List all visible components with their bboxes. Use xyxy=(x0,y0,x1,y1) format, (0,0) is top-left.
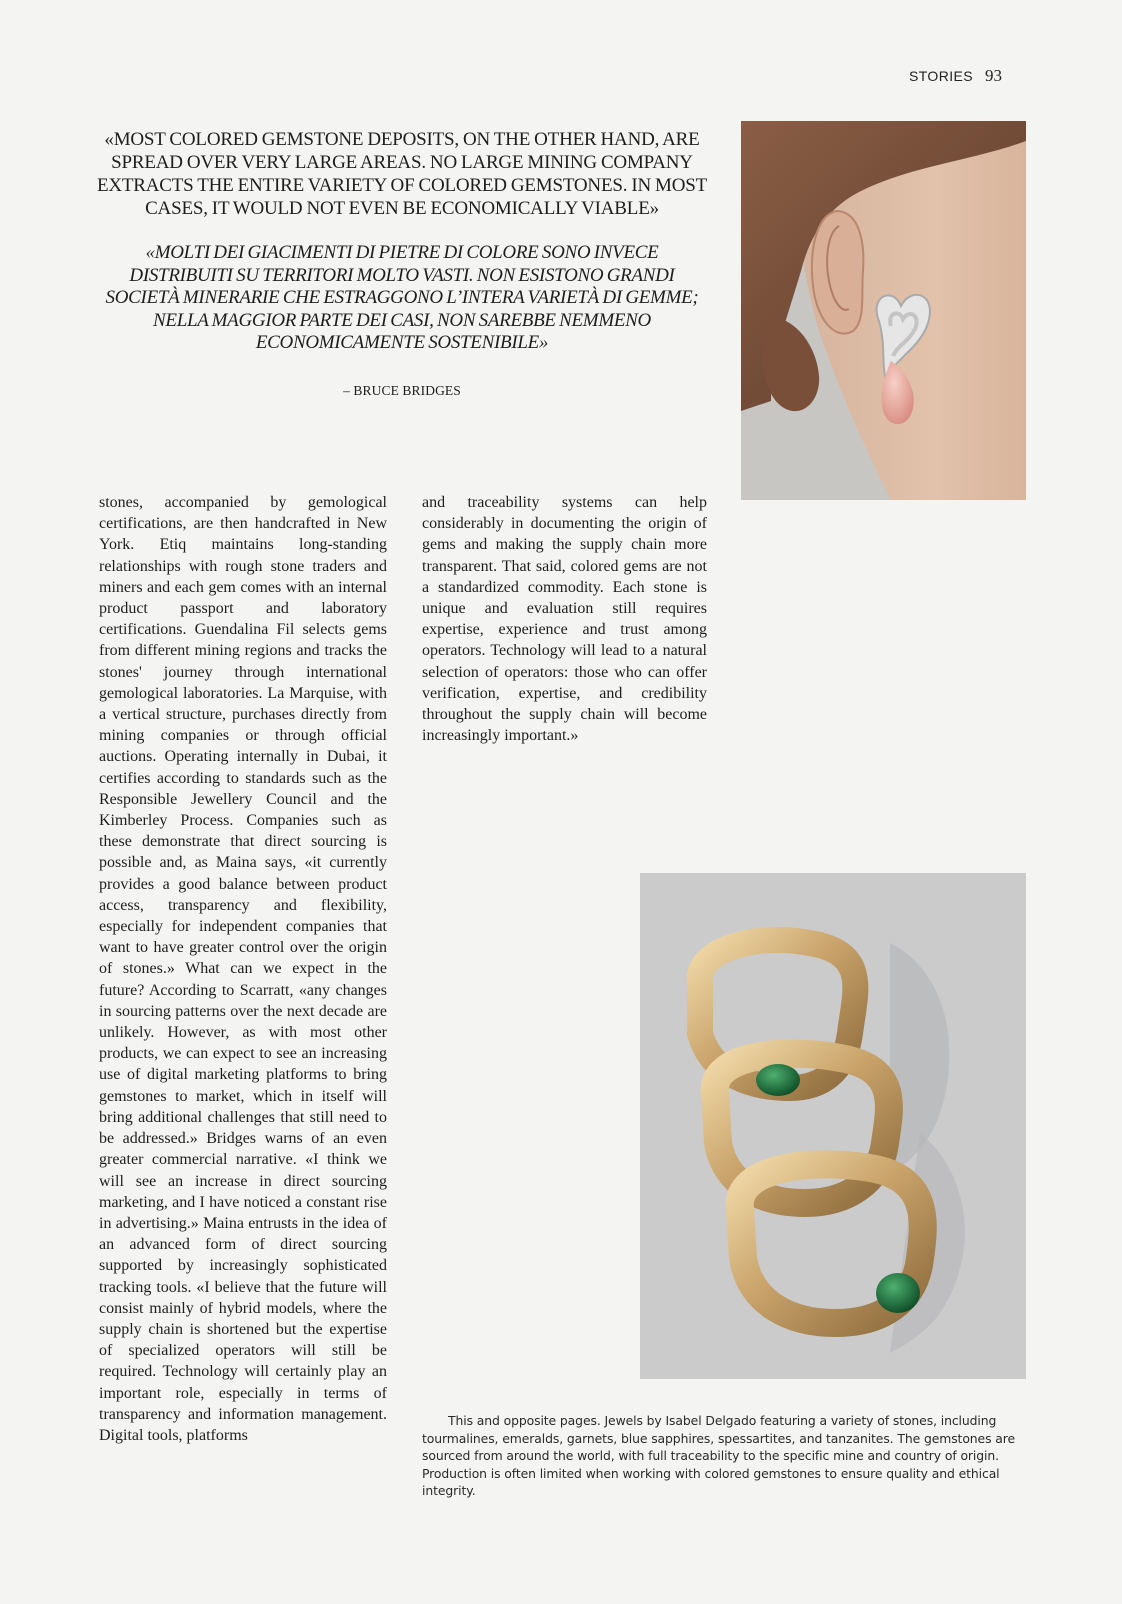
running-header xyxy=(909,66,1002,86)
pull-quote-italian: «MOLTI DEI GIACIMENTI DI PIETRE DI COLORE SONO INVECE DISTRIBUITI SU TERRITORI MOLTO VASTI. NON ESISTONO GRANDI SOCIETÀ MINERARIE CHE ESTRAGGONO L’INTERA VARIETÀ DI GEMME; NELLA MAGGIOR PARTE DEI CASI, NON SAREBBE NEMMENO ECONOMICAMENTE SOSTENIBILE» xyxy=(105,242,699,353)
body-column-left xyxy=(99,492,387,1446)
section-label: STORIES xyxy=(908,68,973,84)
rings-photo xyxy=(640,873,1026,1379)
body-column-right xyxy=(422,492,707,746)
earring-photo xyxy=(741,121,1026,500)
pull-quote-english: «MOST COLORED GEMSTONE DEPOSITS, ON THE OTHER HAND, ARE SPREAD OVER VERY LARGE AREAS. NO LARGE MINING COMPANY EXTRACTS THE ENTIRE VARIETY OF COLORED GEMSTONES. IN MOST CASES, IT WOULD NOT EVEN BE ECONOMICALLY VIABLE» xyxy=(96,129,708,219)
pull-quote-author: – BRUCE BRIDGES xyxy=(343,382,461,398)
body-text-left: stones, accompanied by gemological certifications, are then handcrafted in New York. Etiq maintains long-standing relationships with rough stone traders and miners and each gem comes with an internal product passport and laboratory certifications. Guendalina Fil selects gems from different mining regions and tracks the stones' journey through international gemological laboratories. La Marquise, with a vertical structure, purchases directly from mining companies or through official auctions. Operating internally in Dubai, it certifies according to standards such as the Responsible Jewellery Council and the Kimberley Process. Companies such as these demonstrate that direct sourcing is possible and, as Maina says, «it currently provides a good balance between product access, transparency and flexibility, especially for independent companies that want to have greater control over the origin of stones.» What can we expect in the future? According to Scarratt, «any changes in sourcing patterns over the next decade are unlikely. However, as with most other products, we can expect to see an increasing use of digital marketing platforms to bring gemstones to market, which in itself will bring additional challenges that still need to be addressed.» Bridges warns of an even greater commercial narrative. «I think we will see an increase in direct sourcing marketing, and I have noticed a constant rise in advertising.» Maina entrusts in the idea of an advanced form of direct sourcing supported by increasingly sophisticated tracking tools. «I believe that the future will consist mainly of hybrid models, where the supply chain is shortened but the expertise of specialized operators will still be required. Technology will certainly play an important role, especially in terms of transparency and information management. Digital tools, platforms xyxy=(99,494,387,1444)
page-number: 93 xyxy=(985,66,1002,85)
photo-caption: This and opposite pages. Jewels by Isabel Delgado featuring a variety of stones, including tourmalines, emeralds, garnets, blue sapphires, spessartites, and tanzanites. The gemstones are sourced from around the world, with full traceability to the specific mine and country of origin. Production is often limited when working with colored gemstones to ensure quality and ethical integrity. xyxy=(422,1413,1016,1498)
earring-photo-icon xyxy=(741,121,1026,500)
pull-quote xyxy=(94,128,710,399)
body-text-right: and traceability systems can help considerably in documenting the origin of gems and making the supply chain more transparent. That said, colored gems are not a standardized commodity. Each stone is unique and evaluation still requires expertise, experience and trust among operators. Technology will lead to a natural selection of operators: those who can offer verification, expertise, and credibility throughout the supply chain will become increasingly important.» xyxy=(422,494,707,745)
gold-rings-icon xyxy=(640,873,1026,1379)
